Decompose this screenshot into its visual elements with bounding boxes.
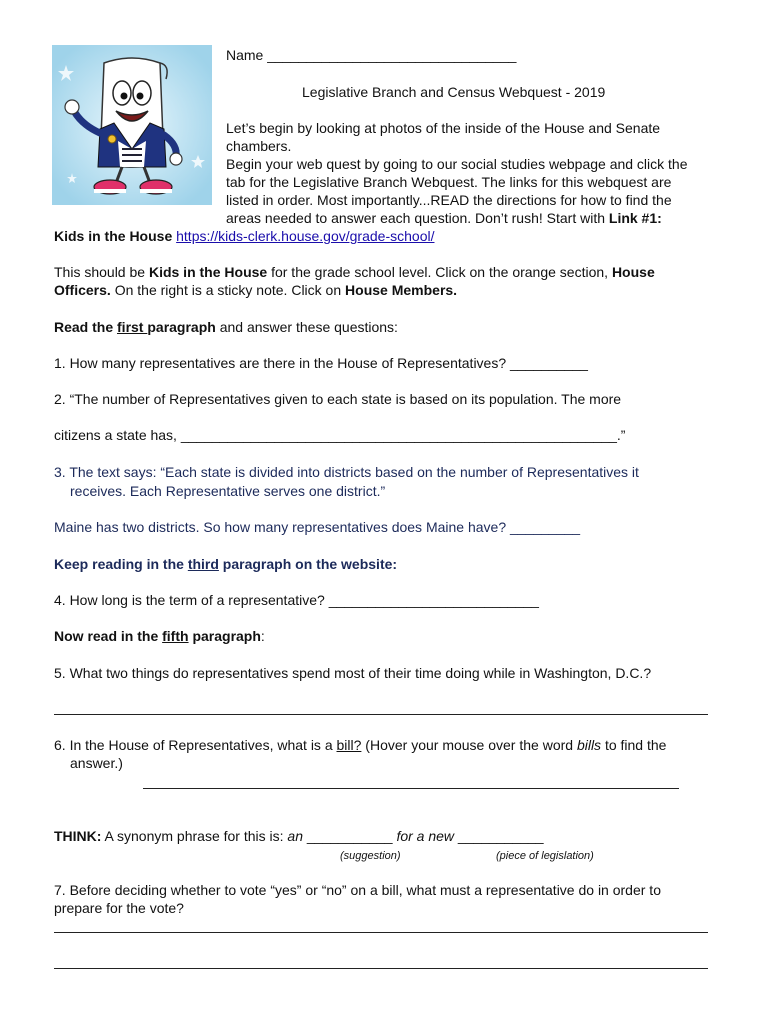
heading-text: Read the [54, 319, 118, 335]
question-text: (Hover your mouse over the word [361, 737, 577, 753]
think-label: THINK: [54, 828, 102, 844]
answer-line [54, 968, 708, 969]
question-3: 3. The text says: “Each state is divided into districts based on the number of Representatives it [54, 464, 639, 480]
heading-emphasis: third [187, 556, 219, 572]
section-name: House [611, 264, 655, 280]
intro-line: chambers. [226, 138, 292, 154]
heading-text: : [260, 628, 265, 644]
question-1: 1. How many representatives are there in the House of Representatives? __________ [54, 355, 588, 371]
hint-legislation: (piece of legislation) [496, 850, 594, 862]
question-text: 6. In the House of Representatives, what is a [54, 737, 337, 753]
think-blank: ___________ [303, 828, 397, 844]
direction-line [54, 282, 457, 299]
question-emphasis: bills [576, 737, 602, 753]
kids-house-link[interactable]: https://kids-clerk.house.gov/grade-school/ [176, 228, 435, 244]
section-name: Officers. [54, 282, 111, 298]
worksheet-title: Legislative Branch and Census Webquest - 2019 [302, 84, 606, 100]
link-number-label: Link #1: [608, 210, 662, 226]
section-heading [54, 556, 397, 573]
heading-text: paragraph on the website: [218, 556, 398, 572]
think-text: A synonym phrase for this is: [101, 828, 288, 844]
answer-line [54, 932, 708, 933]
name-label: Name ________________________________ [226, 47, 517, 63]
heading-text: Keep reading in the [54, 556, 188, 572]
section-heading [54, 319, 398, 336]
heading-emphasis: fifth [162, 628, 189, 644]
heading-text: Now read in the [54, 628, 163, 644]
question-2: 2. “The number of Representatives given to each state is based on its population. The more [54, 391, 622, 407]
section-name: House Members. [345, 282, 458, 298]
question-6 [54, 737, 666, 754]
heading-text: and answer these questions: [215, 319, 398, 335]
question-7-continued: prepare for the vote? [54, 900, 184, 916]
heading-emphasis: first [117, 319, 148, 335]
question-5: 5. What two things do representatives spend most of their time doing while in Washington, D.C.? [54, 665, 652, 681]
intro-line: listed in order. Most importantly...READ the directions for how to find the [226, 192, 672, 208]
question-2-continued: citizens a state has, ________________________________________________________.” [54, 427, 626, 443]
heading-text: paragraph [147, 319, 216, 335]
question-7: 7. Before deciding whether to vote “yes” or “no” on a bill, what must a representative do in order to [54, 882, 661, 898]
direction-text: This should be [54, 264, 149, 280]
hint-suggestion: (suggestion) [340, 850, 401, 862]
direction-line [54, 264, 655, 281]
answer-line [54, 714, 708, 715]
question-text: to find the [601, 737, 667, 753]
intro-line-text: areas needed to answer each question. Don’t rush! Start with [226, 210, 609, 226]
section-heading [54, 628, 265, 645]
think-text: for a new [396, 828, 455, 844]
maine-question: Maine has two districts. So how many representatives does Maine have? _________ [54, 519, 581, 535]
answer-line [143, 788, 679, 789]
heading-text: paragraph [188, 628, 261, 644]
think-prompt [54, 828, 544, 845]
think-blank: ___________ [454, 828, 544, 844]
intro-line: Let’s begin by looking at photos of the inside of the House and Senate [226, 120, 661, 136]
site-name: Kids in the House [148, 264, 268, 280]
think-text: an [287, 828, 303, 844]
question-emphasis: bill? [336, 737, 362, 753]
intro-line [226, 210, 662, 227]
intro-line: Begin your web quest by going to our social studies webpage and click the [226, 156, 688, 172]
intro-line [54, 228, 434, 245]
cartoon-document-mascot [52, 45, 212, 205]
direction-text: On the right is a sticky note. Click on [110, 282, 346, 298]
intro-line: tab for the Legislative Branch Webquest. The links for this webquest are [226, 174, 672, 190]
question-3-continued: receives. Each Representative serves one district.” [70, 483, 386, 499]
site-name: Kids in the House [54, 228, 173, 244]
question-6-continued: answer.) [70, 755, 123, 771]
direction-text: for the grade school level. Click on the orange section, [267, 264, 612, 280]
question-4: 4. How long is the term of a representative? ___________________________ [54, 592, 539, 608]
